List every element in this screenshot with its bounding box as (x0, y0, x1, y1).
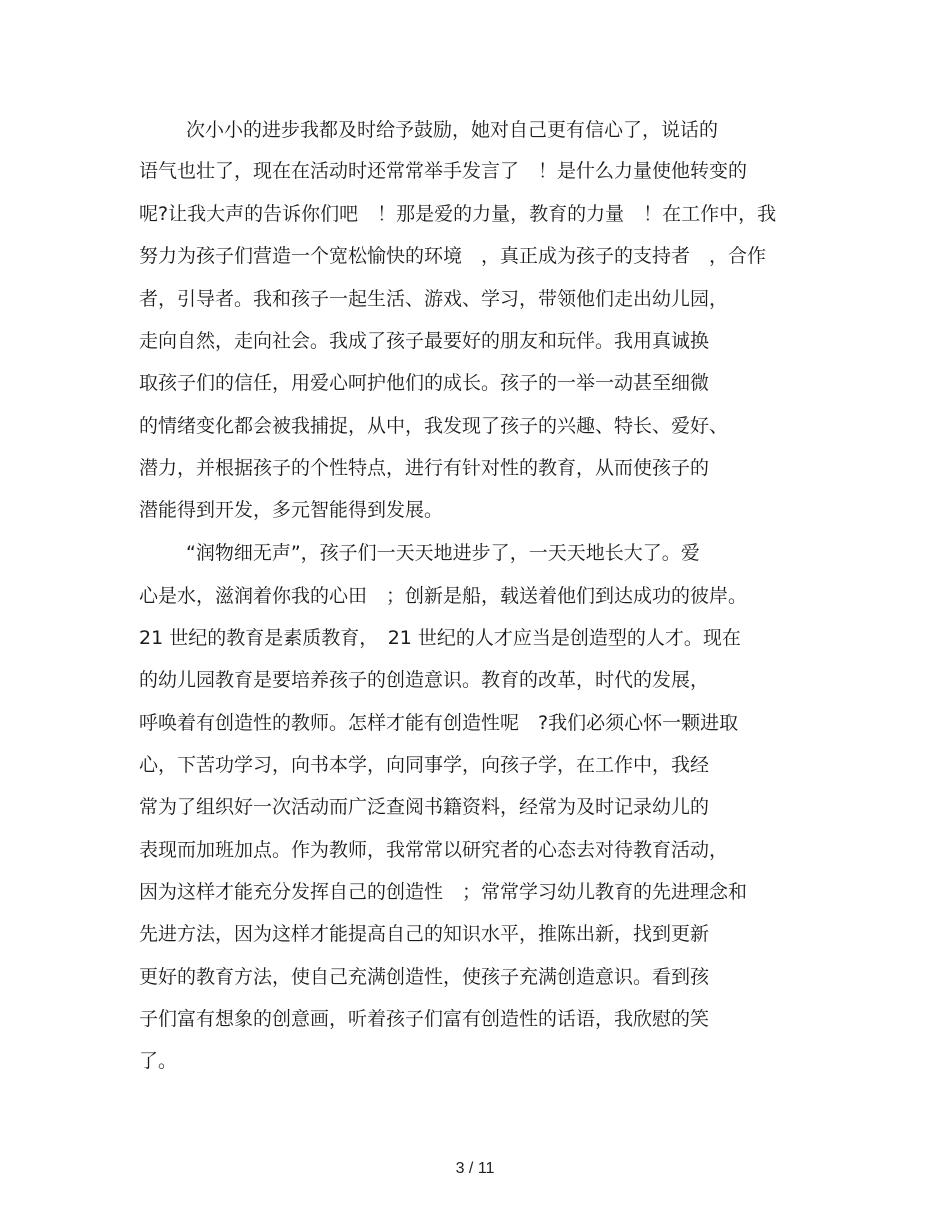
text-line: 先进方法，因为这样才能提高自己的知识水平，推陈出新，找到更新 (139, 923, 710, 945)
text-line: 的情绪变化都会被我捕捉，从中，我发现了孩子的兴趣、特长、爱好、 (139, 415, 729, 437)
text-line: 者，引导者。我和孩子一起生活、游戏、学习，带领他们走出幼儿园， (139, 288, 729, 310)
text-line: 心是水，滋润着你我的心田 ；创新是船，载送着他们到达成功的彼岸。 (139, 585, 748, 607)
text-line: 心，下苦功学习，向书本学，向同事学，向孩子学，在工作中，我经 (139, 754, 710, 776)
text-line: 潜能得到开发，多元智能得到发展。 (139, 499, 444, 521)
text-line: 21 世纪的教育是素质教育， 21 世纪的人才应当是创造型的人才。现在 (139, 627, 741, 649)
text-line: “润物细无声”，孩子们一天天地进步了，一天天地长大了。爱 (186, 542, 700, 564)
text-line: 取孩子们的信任，用爱心呵护他们的成长。孩子的一举一动甚至细微 (139, 372, 710, 394)
text-line: 潜力，并根据孩子的个性特点，进行有针对性的教育，从而使孩子的 (139, 457, 710, 479)
text-line: 呢?让我大声的告诉你们吧 ！那是爱的力量，教育的力量 ！在工作中，我 (139, 203, 777, 225)
text-line: 表现而加班加点。作为教师，我常常以研究者的心态去对待教育活动， (139, 839, 729, 861)
text-line: 因为这样才能充分发挥自己的创造性 ；常常学习幼儿教育的先进理念和 (139, 881, 748, 903)
page-number: 3 / 11 (455, 1160, 495, 1177)
text-line: 走向自然，走向社会。我成了孩子最要好的朋友和玩伴。我用真诚换 (139, 330, 710, 352)
text-line: 语气也壮了，现在在活动时还常常举手发言了 ！是什么力量使他转变的 (139, 160, 748, 182)
text-line: 次小小的进步我都及时给予鼓励，她对自己更有信心了，说话的 (186, 119, 719, 141)
text-line: 更好的教育方法，使自己充满创造性，使孩子充满创造意识。看到孩 (139, 966, 710, 988)
text-line: 努力为孩子们营造一个宽松愉快的环境 ，真正成为孩子的支持者 ，合作 (139, 245, 767, 267)
text-line: 了。 (139, 1050, 178, 1072)
text-line: 呼唤着有创造性的教师。怎样才能有创造性呢 ?我们必须心怀一颗进取 (139, 712, 739, 734)
text-line: 的幼儿园教育是要培养孩子的创造意识。教育的改革，时代的发展， (139, 669, 710, 691)
text-line: 子们富有想象的创意画，听着孩子们富有创造性的话语，我欣慰的笑 (139, 1008, 710, 1030)
text-line: 常为了组织好一次活动而广泛查阅书籍资料，经常为及时记录幼儿的 (139, 796, 710, 818)
